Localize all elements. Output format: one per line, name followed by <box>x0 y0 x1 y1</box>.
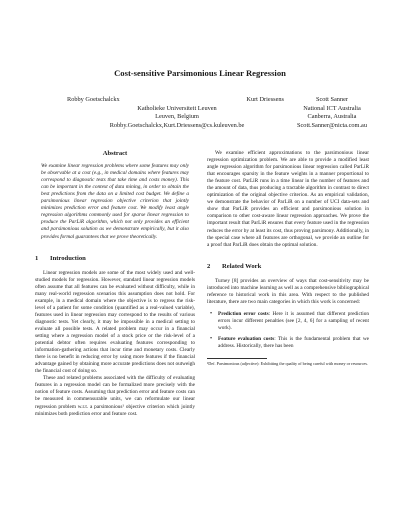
author-location: Leuven, Belgium <box>155 113 199 121</box>
list-item <box>218 311 369 332</box>
author-names <box>64 96 290 105</box>
intro-paragraph: Linear regression models are some of the most widely used and well-studied models for regression. However, standard linear regression models often assume that all features can be evaluated without difficulty, while in many real-world regression scenarios this assumption does not hold. For example, in a medical domain where the objective is to regress the risk-level of a patient for some condition (quantified as a real-valued variable), features used in linear regression may correspond to the results of various diagnostic tests. Yet clearly, it may be impossible in a medical setting to evaluate all possible tests. A related problem may occur in a financial setting where a regression model of a stock price or the risk-level of a potential debtor often requires evaluating features corresponding to information-gathering actions that incur time and monetary costs. Clearly there is no benefit in reducing error by using more features if the financial advantage gained by obtaining more accurate predictions does not outweigh the financial cost of doing so. <box>35 269 195 375</box>
author-email: Robby.Goetschalckx,Kurt.Driessens@cs.kuleuven.be <box>109 121 245 129</box>
paper-title: Cost-sensitive Parsimonious Linear Regression <box>114 68 286 78</box>
section-heading-related-work <box>207 263 369 270</box>
author-block-nicta <box>290 96 374 130</box>
bullet-text: : This is the fundamental problem that we address. Historically, there has been <box>218 336 369 350</box>
left-column <box>35 150 195 418</box>
author-name: Scott Sanner <box>315 96 348 103</box>
intro-paragraph: We examine efficient approximations to the parsimonious linear regression optimization problem. We are able to provide a modified least angle regression algorithm for parsimonious linear regression called ParLiR that encourages sparsity in the feature weights in a manner proportional to the feature cost. ParLiR runs in a time linear in the number of features and the amount of data, thus producing a tractable algorithm in contrast to direct optimization of the original objective criterion. As an empirical validation, we demonstrate the behavior of ParLiR on a number of UCI data-sets and show that ParLiR provides an efficient and parsimonious solution in comparison to other cost-aware linear regression approaches. We prove the important result that ParLiR ensures that every feature used in the regression reduces the error by at least its cost, thus proving parsimony. Additionally, in the special case where all features are orthogonal, we provide an outline for a proof that ParLiR does obtain the optimal solution. <box>207 150 369 248</box>
section-title: Related Work <box>222 262 262 270</box>
bullet-label: Feature evaluation costs <box>218 336 275 343</box>
related-paragraph: Turney [8] provides an overview of ways that cost-sensitivity may be introduced into machine learning as well as a comprehensive bibliographical reference to historical work in this area. With respect to the published literature, there are two main categories in which this work is concerned: <box>207 277 369 305</box>
bullet-text: : Here it is assumed that different prediction errors incur different penalties (see [2, 4, 6] for a sampling of recent work). <box>218 310 369 331</box>
author-block-leuven <box>64 96 290 130</box>
bullet-label: Prediction error costs <box>218 310 269 317</box>
related-bullet-list <box>207 311 369 350</box>
section-title: Introduction <box>50 254 86 262</box>
footnote-divider <box>207 358 267 359</box>
intro-paragraph: These and related problems associated with the difficulty of evaluating features in a regression model can be formalized more precisely with the notion of feature costs. Assuming that prediction error and feature costs can be measured in commensurable units, we can reformulate our linear regression problem w.r.t. a parsimonious¹ objective criterion which jointly minimizes both prediction error and feature cost. <box>35 375 195 417</box>
right-column <box>207 150 369 367</box>
section-number: 1 <box>35 254 39 262</box>
author-email: Scott.Sanner@nicta.com.au <box>297 121 367 129</box>
section-heading-introduction <box>35 255 195 262</box>
author-affiliation: National ICT Australia <box>303 104 361 112</box>
author-name: Robby Goetschalckx <box>67 96 120 103</box>
abstract-text: We examine linear regression problems where some features may only be observable at a cost (e.g., in medical domains where features may correspond to diagnostic tests that take time and costs money). This can be important in the context of data mining, in order to obtain the best predictions from the data on a limited cost budget. We define a parsimonious linear regression objective criterion that jointly minimizes prediction error and feature cost. We modify least angle regression algorithms commonly used for sparse linear regression to produce the ParLiR algorithm, which not only provides an efficient and parsimonious solution as we demonstrate empirically, but it also provides formal guarantees that we prove theoretically. <box>41 163 189 240</box>
section-number: 2 <box>207 262 211 270</box>
list-item <box>218 336 369 350</box>
footnote: ¹Def. Parsimonious (adjective): Exhibiting the quality of being careful with money or resources. <box>207 361 369 367</box>
abstract-heading: Abstract <box>102 150 128 157</box>
author-name: Kurt Driessens <box>246 96 284 103</box>
author-location: Canberra, Australia <box>307 113 357 121</box>
author-affiliation: Katholieke Universiteit Leuven <box>137 104 217 112</box>
